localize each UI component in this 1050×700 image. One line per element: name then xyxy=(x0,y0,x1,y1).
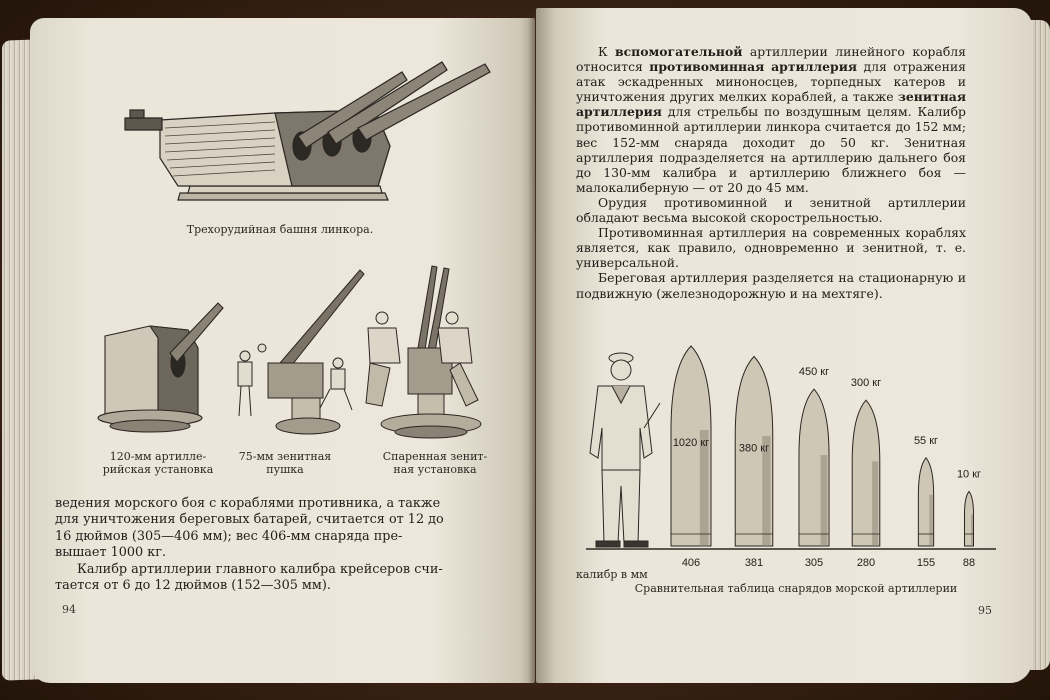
caption-line: 120-мм артилле- xyxy=(109,450,207,463)
figure-caption-twin xyxy=(370,450,500,476)
shell-weight-label: 450 кг xyxy=(798,366,830,379)
right-paragraph-3: Противоминная артиллерия на современных кораблях является, как правило, одновременно и зенитной, т. е. универсальной. xyxy=(576,225,966,271)
caption-line: Спаренная зенит- xyxy=(382,450,488,463)
shell-weight-label: 55 кг xyxy=(913,434,939,447)
caption-line: 75-мм зенитная xyxy=(238,450,332,463)
text-line: Калибр артиллерии главного калибра крейсеров счи- xyxy=(77,562,443,577)
right-paragraph-2: Орудия противоминной и зенитной артиллерии обладают весьма высокой скорострельностью. xyxy=(576,194,966,226)
bold-term: зенитная артиллерия xyxy=(576,89,966,120)
left-page xyxy=(30,18,535,683)
text-line: вышает 1000 кг. xyxy=(55,545,167,561)
shell-280 xyxy=(851,377,881,569)
text-run: для стрельбы по воздушным целям. Калибр противоминной артиллерии линкора считается до 152 мм; вес 152-мм снаряда доходит до 50 кг. Зенитная артиллерия подразделяется на артиллерию дальнего боя до 130-мм калибра и артиллерию ближнего боя — малокалиберную — от 20 до 45 мм. xyxy=(576,104,966,195)
caption-line: рийская установка xyxy=(102,463,214,476)
shell-shading xyxy=(971,514,973,546)
shell-381 xyxy=(735,357,773,569)
shell-calibre-label: 406 xyxy=(681,557,701,569)
text-run: артиллерии линейного корабля относится xyxy=(576,44,966,75)
caption-line: пушка xyxy=(266,463,304,476)
figure-caption-120mm xyxy=(98,450,218,476)
text-line: для уничтожения береговых батарей, считается от 12 до xyxy=(55,512,444,528)
calibre-label: калибр в мм xyxy=(576,568,648,581)
shell-406 xyxy=(671,346,711,569)
shell-calibre-label: 155 xyxy=(916,557,936,569)
left-paragraph-1 xyxy=(55,496,495,562)
figure-caption-75mm xyxy=(230,450,340,476)
shell-calibre-label: 280 xyxy=(856,557,876,569)
shell-calibre-label: 305 xyxy=(804,557,824,569)
bold-term: вспомогательной xyxy=(615,44,743,59)
shell-155 xyxy=(914,435,938,569)
left-paragraph-2 xyxy=(55,562,495,595)
shell-shading xyxy=(821,455,828,546)
shell-shading xyxy=(929,495,932,546)
shell-88 xyxy=(957,468,981,569)
shell-weight-label: 10 кг xyxy=(956,468,982,481)
shell-weight-label: 380 кг xyxy=(738,442,770,455)
bold-term: противоминная артиллерия xyxy=(649,59,858,75)
text-line: ведения морского боя с кораблями противника, а также xyxy=(55,496,441,511)
shell-305 xyxy=(799,366,829,569)
page-number-left: 94 xyxy=(62,603,76,616)
page-number-right: 95 xyxy=(978,604,992,617)
shell-calibre-label: 381 xyxy=(744,557,764,569)
caption-line: ная установка xyxy=(393,463,477,476)
right-paragraph-4: Береговая артиллерия разделяется на стационарную и подвижную (железнодорожную и на мехтяге). xyxy=(576,270,966,301)
shell-calibre-label: 88 xyxy=(962,557,976,569)
turret-caption: Трехорудийная башня линкора. xyxy=(186,223,374,236)
text-line: тается от 6 до 12 дюймов (152—305 мм). xyxy=(55,578,331,594)
text-run: К xyxy=(598,44,616,59)
text-run: для отражения атак эскадренных миноносцев, торпедных катеров и уничтожения других мелких кораблей, а также xyxy=(576,59,966,105)
table-caption: Сравнительная таблица снарядов морской артиллерии xyxy=(634,582,958,595)
shell-weight-label: 300 кг xyxy=(850,377,882,390)
shell-weight-label: 1020 кг xyxy=(672,437,710,449)
shell-shading xyxy=(872,461,878,546)
text-line: 16 дюймов (305—406 мм); вес 406-мм снаряда пре- xyxy=(55,528,403,544)
right-page xyxy=(536,8,1032,683)
